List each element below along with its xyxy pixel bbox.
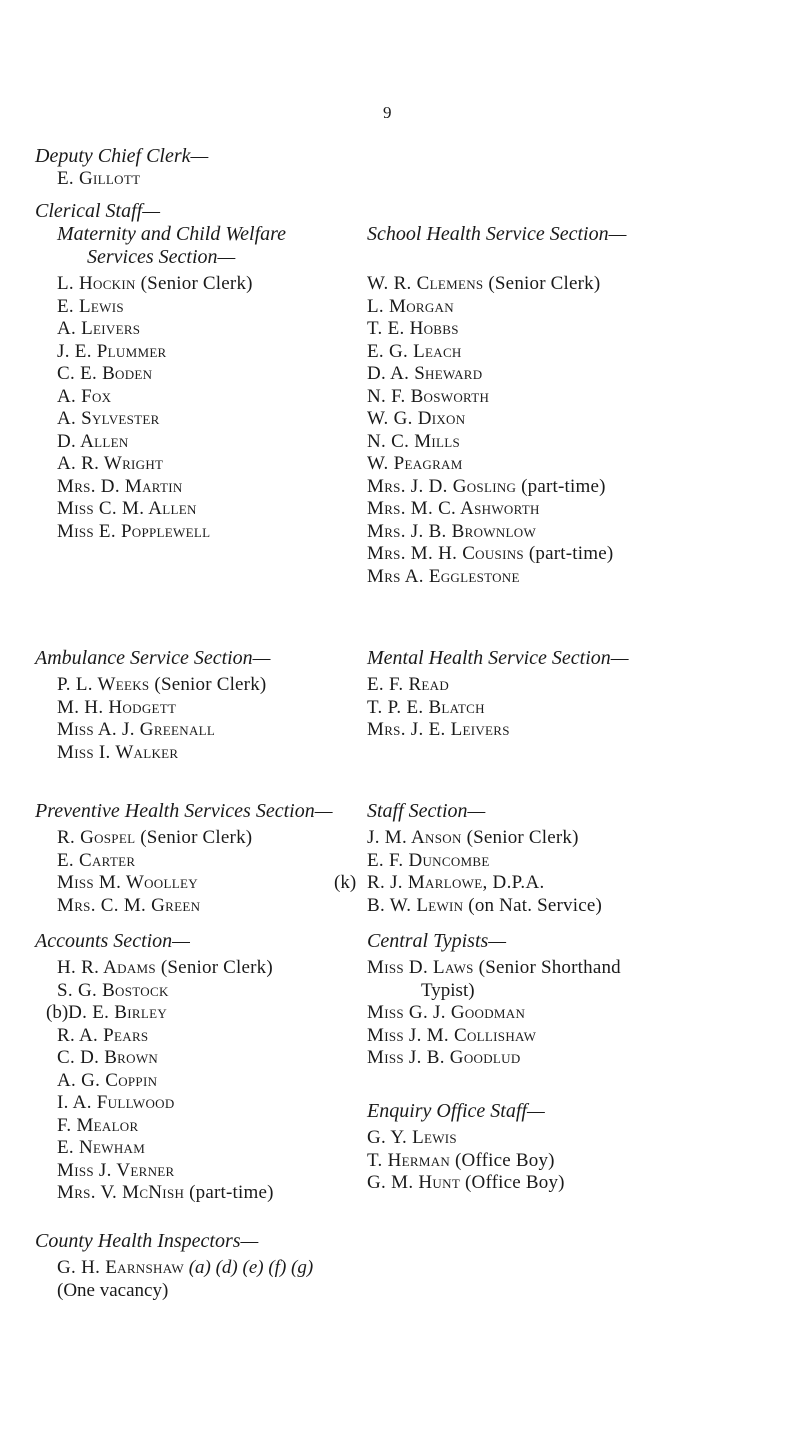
- school-health-list: [367, 273, 797, 588]
- list-item: Mrs. J. D. Gosling (part-time): [367, 475, 606, 497]
- list-item: I. A. Fullwood: [57, 1092, 175, 1113]
- list-item: E. Carter: [57, 849, 136, 871]
- list-item-continuation: Typist): [421, 979, 475, 1001]
- list-item: A. G. Coppin: [57, 1069, 158, 1091]
- list-item: F. Mealor: [57, 1114, 139, 1136]
- list-item: Mrs. M. H. Cousins (part-time): [367, 543, 614, 564]
- list-item: Miss I. Walker: [57, 741, 179, 763]
- maternity-list: [35, 273, 365, 543]
- deputy-section: [35, 145, 208, 191]
- list-item: Mrs. J. E. Leivers: [367, 719, 510, 740]
- list-item: D. A. Sheward: [367, 363, 483, 384]
- deputy-heading: Deputy Chief Clerk—: [35, 145, 209, 167]
- preventive-heading: Preventive Health Services Section—: [35, 800, 333, 822]
- inspectors-section: [35, 1230, 735, 1302]
- accounts-section: [35, 930, 365, 1205]
- list-item: M. H. Hodgett: [57, 696, 177, 718]
- qualifier-b: (b): [46, 1002, 69, 1023]
- list-item: (b)D. E. Birley: [46, 1002, 168, 1023]
- enquiry-list: [367, 1127, 797, 1195]
- list-item: Mrs. J. B. Brownlow: [367, 520, 537, 542]
- list-item: S. G. Bostock: [57, 979, 169, 1001]
- list-item: A. Fox: [57, 385, 112, 407]
- typists-heading: Central Typists—: [367, 930, 507, 952]
- list-item: J. M. Anson (Senior Clerk): [367, 827, 579, 848]
- list-item: J. E. Plummer: [57, 340, 167, 362]
- list-item: W. G. Dixon: [367, 408, 466, 429]
- list-item: W. R. Clemens (Senior Clerk): [367, 273, 601, 294]
- list-item: W. Peagram: [367, 453, 463, 474]
- typists-list: [367, 957, 797, 1070]
- list-item: D. Allen: [57, 430, 129, 452]
- list-item: E. Lewis: [57, 295, 124, 317]
- list-item: L. Morgan: [367, 295, 454, 317]
- list-item: Miss A. J. Greenall: [57, 719, 216, 740]
- list-item: C. E. Boden: [57, 363, 153, 384]
- list-item: N. F. Bosworth: [367, 385, 490, 407]
- ambulance-section: [35, 647, 365, 764]
- mental-health-list: [367, 674, 797, 742]
- deputy-name: E. Gillott: [57, 168, 141, 189]
- list-item: R. A. Pears: [57, 1024, 149, 1046]
- list-item: Miss C. M. Allen: [57, 498, 197, 519]
- list-item: E. F. Read: [367, 674, 450, 695]
- enquiry-heading: Enquiry Office Staff—: [367, 1100, 545, 1122]
- list-item: Mrs A. Egglestone: [367, 565, 520, 587]
- staff-section: [334, 800, 797, 917]
- list-item: T. E. Hobbs: [367, 318, 459, 339]
- list-item: A. Sylvester: [57, 408, 160, 429]
- list-item: E. Newham: [57, 1137, 146, 1158]
- inspectors-list: [35, 1257, 735, 1302]
- list-item: Miss J. M. Collishaw: [367, 1024, 537, 1046]
- accounts-heading: Accounts Section—: [35, 930, 190, 952]
- list-item: N. C. Mills: [367, 430, 461, 452]
- list-item: G. M. Hunt (Office Boy): [367, 1172, 565, 1193]
- ambulance-heading: Ambulance Service Section—: [35, 647, 271, 669]
- list-item: (k) R. J. Marlowe, D.P.A.: [334, 872, 545, 893]
- staff-heading: Staff Section—: [367, 800, 486, 822]
- list-item: Mrs. C. M. Green: [57, 894, 201, 916]
- maternity-heading-line2: Services Section—: [87, 246, 236, 268]
- list-item: G. Y. Lewis: [367, 1127, 457, 1148]
- list-item: L. Hockin (Senior Clerk): [57, 273, 253, 294]
- list-item: T. Herman (Office Boy): [367, 1149, 555, 1171]
- list-item: C. D. Brown: [57, 1047, 159, 1068]
- inspector-qualifiers: (a) (d) (e) (f) (g): [183, 1257, 314, 1278]
- accounts-list: [35, 957, 365, 1205]
- list-item: A. R. Wright: [57, 453, 164, 474]
- list-item: Miss J. B. Goodlud: [367, 1047, 521, 1068]
- preventive-section: [35, 800, 365, 917]
- list-item: Miss M. Woolley: [57, 872, 198, 893]
- maternity-section: [35, 223, 365, 543]
- list-item: R. Gospel (Senior Clerk): [57, 827, 253, 848]
- vacancy-note: (One vacancy): [57, 1279, 169, 1301]
- list-item: T. P. E. Blatch: [367, 696, 485, 718]
- mental-health-heading: Mental Health Service Section—: [367, 647, 629, 669]
- page-number: 9: [383, 103, 392, 122]
- staff-list: [334, 827, 797, 917]
- list-item: Mrs. D. Martin: [57, 475, 183, 497]
- school-health-section: [367, 223, 797, 588]
- inspectors-heading: County Health Inspectors—: [35, 1230, 259, 1252]
- list-item: B. W. Lewin (on Nat. Service): [367, 894, 603, 916]
- clerical-staff-heading: Clerical Staff—: [35, 200, 160, 222]
- preventive-list: [35, 827, 365, 917]
- list-item: A. Leivers: [57, 318, 141, 339]
- list-item: E. G. Leach: [367, 340, 462, 362]
- list-item: H. R. Adams (Senior Clerk): [57, 957, 273, 978]
- ambulance-list: [35, 674, 365, 764]
- list-item: Miss D. Laws (Senior Shorthand: [367, 957, 621, 978]
- list-item: Mrs. M. C. Ashworth: [367, 498, 540, 519]
- list-item: Miss J. Verner: [57, 1159, 175, 1181]
- mental-health-section: [367, 647, 797, 742]
- enquiry-section: [367, 1100, 797, 1195]
- school-health-heading: School Health Service Section—: [367, 223, 627, 245]
- list-item: P. L. Weeks (Senior Clerk): [57, 674, 267, 695]
- list-item: Miss G. J. Goodman: [367, 1002, 526, 1023]
- typists-section: [367, 930, 797, 1070]
- maternity-heading-line1: Maternity and Child Welfare: [57, 223, 287, 245]
- list-item: E. F. Duncombe: [367, 849, 490, 871]
- list-item: Miss E. Popplewell: [57, 520, 211, 542]
- list-item: Mrs. V. McNish (part-time): [57, 1182, 274, 1203]
- qualifier-k: (k): [334, 872, 357, 893]
- list-item: G. H. Earnshaw (a) (d) (e) (f) (g): [57, 1257, 314, 1278]
